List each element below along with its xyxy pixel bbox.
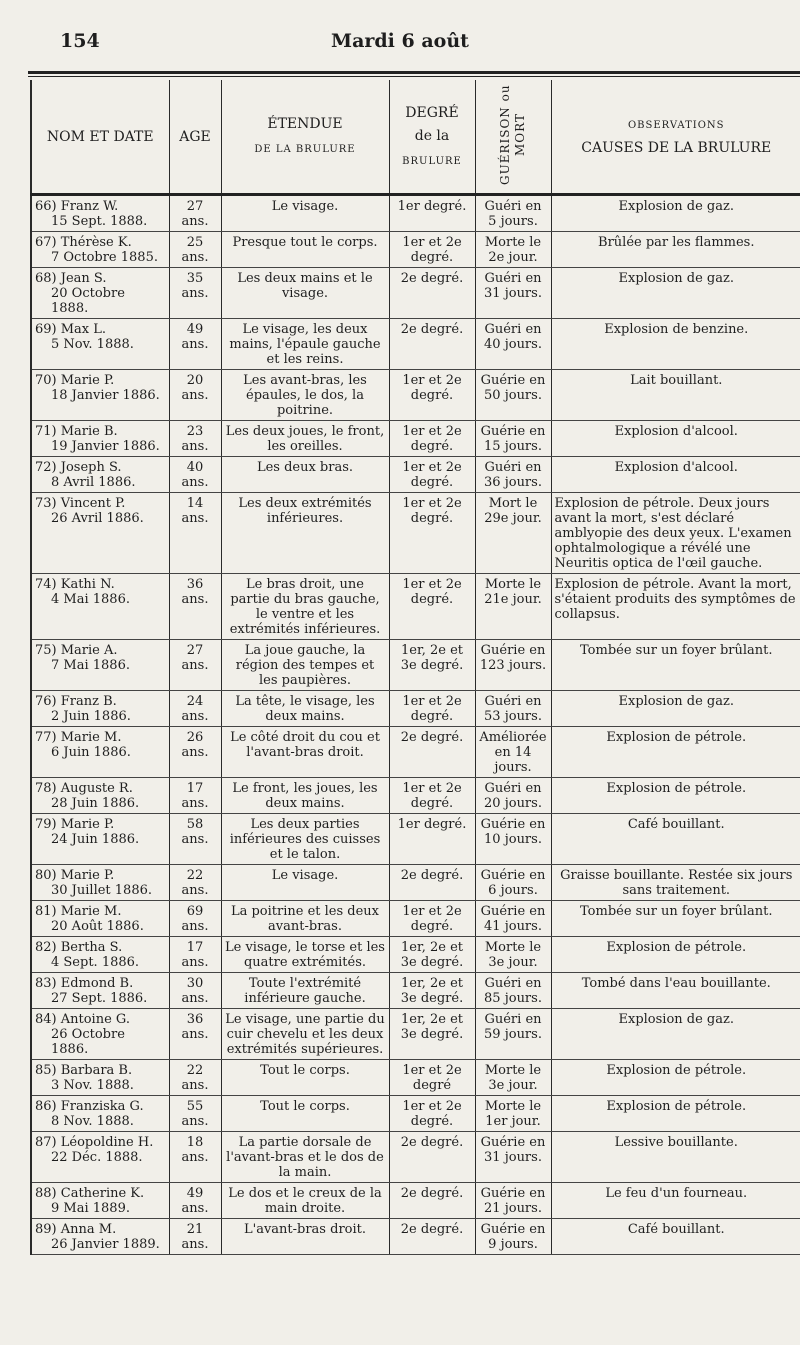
cell-result: Guéri en 59 jours.	[475, 1009, 551, 1060]
cell-extent: Les deux bras.	[221, 457, 389, 493]
top-rule	[28, 71, 800, 74]
cell-extent: Les deux parties inférieures des cuisses et le talon.	[221, 814, 389, 865]
cell-degree: 2e degré.	[389, 1132, 475, 1183]
cell-degree: 1er et 2e degré.	[389, 232, 475, 268]
cell-extent: Les avant-bras, les épaules, le dos, la poitrine.	[221, 370, 389, 421]
patient-name: 85) Barbara B.	[35, 1063, 133, 1078]
cell-result: Guérie en 10 jours.	[475, 814, 551, 865]
cell-degree: 1er degré.	[389, 814, 475, 865]
header-degree: DEGRÉ de la BRULURE	[389, 80, 475, 195]
cell-result: Guéri en 40 jours.	[475, 319, 551, 370]
cell-age: 17 ans.	[169, 778, 221, 814]
cell-cause: Explosion de gaz.	[551, 195, 800, 232]
cell-degree: 1er, 2e et 3e degré.	[389, 1009, 475, 1060]
cell-age: 21 ans.	[169, 1219, 221, 1255]
cell-cause: Explosion de pétrole. Avant la mort, s'étaient produits des symptômes de collapsus.	[551, 574, 800, 640]
admission-date: 18 Janvier 1886.	[51, 388, 160, 403]
cell-extent: Presque tout le corps.	[221, 232, 389, 268]
cell-degree: 2e degré.	[389, 865, 475, 901]
patient-name: 76) Franz B.	[35, 694, 117, 709]
cell-degree: 2e degré.	[389, 268, 475, 319]
cell-name	[31, 493, 169, 574]
cell-result: Améliorée en 14 jours.	[475, 727, 551, 778]
cell-cause: Explosion de pétrole.	[551, 937, 800, 973]
cell-degree: 1er et 2e degré.	[389, 1096, 475, 1132]
cell-degree: 1er et 2e degré.	[389, 370, 475, 421]
header-result: GUÉRISON ou MORT	[475, 80, 551, 195]
cell-result: Guérie en 31 jours.	[475, 1132, 551, 1183]
cell-name	[31, 865, 169, 901]
page-number: 154	[60, 30, 100, 52]
cell-cause: Brûlée par les flammes.	[551, 232, 800, 268]
cell-result: Guéri en 31 jours.	[475, 268, 551, 319]
cell-cause: Explosion de pétrole.	[551, 1060, 800, 1096]
cell-age: 27 ans.	[169, 195, 221, 232]
admission-date: 27 Sept. 1886.	[51, 991, 148, 1006]
cell-extent: La joue gauche, la région des tempes et les paupières.	[221, 640, 389, 691]
cell-age: 18 ans.	[169, 1132, 221, 1183]
admission-date: 24 Juin 1886.	[51, 832, 140, 847]
cell-extent: Les deux mains et le visage.	[221, 268, 389, 319]
table-row	[31, 1009, 800, 1060]
cell-name	[31, 457, 169, 493]
patient-name: 80) Marie P.	[35, 868, 115, 883]
patient-name: 69) Max L.	[35, 322, 107, 337]
table-row	[31, 901, 800, 937]
cell-age: 24 ans.	[169, 691, 221, 727]
cell-extent: Les deux extrémités inférieures.	[221, 493, 389, 574]
header-name: NOM ET DATE	[31, 80, 169, 195]
header-observations: OBSERVATIONS CAUSES DE LA BRULURE	[551, 80, 800, 195]
cell-name	[31, 421, 169, 457]
table-row	[31, 1060, 800, 1096]
cell-extent: Le bras droit, une partie du bras gauche, le ventre et les extrémités inférieures.	[221, 574, 389, 640]
cell-name	[31, 1096, 169, 1132]
cell-age: 49 ans.	[169, 319, 221, 370]
cell-degree: 1er et 2e degré	[389, 1060, 475, 1096]
cell-name	[31, 1060, 169, 1096]
cell-cause: Explosion de pétrole.	[551, 778, 800, 814]
patient-name: 74) Kathi N.	[35, 577, 115, 592]
cell-extent: La partie dorsale de l'avant-bras et le dos de la main.	[221, 1132, 389, 1183]
cell-degree: 2e degré.	[389, 727, 475, 778]
cell-result: Guéri en 53 jours.	[475, 691, 551, 727]
cell-name	[31, 1219, 169, 1255]
patient-name: 70) Marie P.	[35, 373, 115, 388]
cell-result: Guéri en 5 jours.	[475, 195, 551, 232]
cell-age: 14 ans.	[169, 493, 221, 574]
cell-age: 49 ans.	[169, 1183, 221, 1219]
patient-name: 87) Léopoldine H.	[35, 1135, 154, 1150]
patient-name: 68) Jean S.	[35, 271, 107, 286]
cell-result: Guéri en 36 jours.	[475, 457, 551, 493]
cell-result: Morte le 21e jour.	[475, 574, 551, 640]
cell-age: 20 ans.	[169, 370, 221, 421]
cell-extent: Le dos et le creux de la main droite.	[221, 1183, 389, 1219]
admission-date: 8 Avril 1886.	[51, 475, 136, 490]
cell-name	[31, 1132, 169, 1183]
patient-name: 82) Bertha S.	[35, 940, 123, 955]
table-row	[31, 727, 800, 778]
admission-date: 28 Juin 1886.	[51, 796, 140, 811]
cell-degree: 2e degré.	[389, 1219, 475, 1255]
cell-extent: Toute l'extrémité inférieure gauche.	[221, 973, 389, 1009]
cell-age: 69 ans.	[169, 901, 221, 937]
cell-name	[31, 195, 169, 232]
cell-age: 22 ans.	[169, 865, 221, 901]
cell-age: 27 ans.	[169, 640, 221, 691]
cell-degree: 1er et 2e degré.	[389, 457, 475, 493]
cell-result: Guérie en 21 jours.	[475, 1183, 551, 1219]
cell-age: 36 ans.	[169, 574, 221, 640]
cell-result: Guéri en 20 jours.	[475, 778, 551, 814]
cell-age: 23 ans.	[169, 421, 221, 457]
table-row	[31, 493, 800, 574]
table-row	[31, 421, 800, 457]
cell-age: 35 ans.	[169, 268, 221, 319]
cell-degree: 1er et 2e degré.	[389, 421, 475, 457]
cell-result: Guérie en 50 jours.	[475, 370, 551, 421]
cell-degree: 1er et 2e degré.	[389, 493, 475, 574]
admission-date: 8 Nov. 1888.	[51, 1114, 134, 1129]
cell-cause: Explosion de pétrole.	[551, 727, 800, 778]
cell-name	[31, 901, 169, 937]
admission-date: 26 Janvier 1889.	[51, 1237, 160, 1252]
cell-age: 36 ans.	[169, 1009, 221, 1060]
cell-cause: Explosion de pétrole. Deux jours avant la mort, s'est déclaré amblyopie des deux yeux. L'examen ophtalmologique a révélé une Neuritis optica de l'œil gauche.	[551, 493, 800, 574]
patient-name: 81) Marie M.	[35, 904, 122, 919]
cell-name	[31, 691, 169, 727]
cell-result: Guérie en 6 jours.	[475, 865, 551, 901]
cell-result: Morte le 2e jour.	[475, 232, 551, 268]
table-row	[31, 865, 800, 901]
cell-extent: Tout le corps.	[221, 1096, 389, 1132]
cell-name	[31, 814, 169, 865]
admission-date: 9 Mai 1889.	[51, 1201, 130, 1216]
cell-cause: Explosion de pétrole.	[551, 1096, 800, 1132]
cell-name	[31, 268, 169, 319]
burn-records-table	[30, 80, 800, 1255]
admission-date: 19 Janvier 1886.	[51, 439, 160, 454]
table-row	[31, 574, 800, 640]
cell-name	[31, 640, 169, 691]
cell-cause: Explosion de gaz.	[551, 1009, 800, 1060]
table-row	[31, 1132, 800, 1183]
cell-age: 55 ans.	[169, 1096, 221, 1132]
patient-name: 67) Thérèse K.	[35, 235, 132, 250]
cell-cause: Explosion de benzine.	[551, 319, 800, 370]
cell-result: Morte le 1er jour.	[475, 1096, 551, 1132]
cell-age: 22 ans.	[169, 1060, 221, 1096]
table-row	[31, 937, 800, 973]
patient-name: 86) Franziska G.	[35, 1099, 144, 1114]
cell-name	[31, 574, 169, 640]
table-row	[31, 640, 800, 691]
admission-date: 4 Mai 1886.	[51, 592, 130, 607]
cell-result: Guérie en 41 jours.	[475, 901, 551, 937]
cell-name	[31, 727, 169, 778]
patient-name: 88) Catherine K.	[35, 1186, 145, 1201]
cell-degree: 1er et 2e degré.	[389, 574, 475, 640]
cell-cause: Explosion de gaz.	[551, 691, 800, 727]
cell-extent: Le côté droit du cou et l'avant-bras droit.	[221, 727, 389, 778]
cell-name	[31, 973, 169, 1009]
admission-date: 7 Mai 1886.	[51, 658, 130, 673]
cell-cause: Café bouillant.	[551, 814, 800, 865]
cell-cause: Tombée sur un foyer brûlant.	[551, 640, 800, 691]
table-body	[31, 195, 800, 1255]
cell-result: Guérie en 9 jours.	[475, 1219, 551, 1255]
cell-cause: Graisse bouillante. Restée six jours sans traitement.	[551, 865, 800, 901]
cell-cause: Lessive bouillante.	[551, 1132, 800, 1183]
cell-name	[31, 319, 169, 370]
top-rule-thin	[28, 76, 800, 77]
cell-result: Guérie en 15 jours.	[475, 421, 551, 457]
admission-date: 3 Nov. 1888.	[51, 1078, 134, 1093]
cell-age: 17 ans.	[169, 937, 221, 973]
cell-degree: 1er et 2e degré.	[389, 778, 475, 814]
patient-name: 73) Vincent P.	[35, 496, 126, 511]
cell-extent: Le visage.	[221, 865, 389, 901]
cell-age: 58 ans.	[169, 814, 221, 865]
table-row	[31, 973, 800, 1009]
cell-extent: Le visage, les deux mains, l'épaule gauche et les reins.	[221, 319, 389, 370]
admission-date: 5 Nov. 1888.	[51, 337, 134, 352]
admission-date: 7 Octobre 1885.	[51, 250, 158, 265]
table-row	[31, 370, 800, 421]
admission-date: 2 Juin 1886.	[51, 709, 131, 724]
cell-extent: Le visage, une partie du cuir chevelu et les deux extrémités supérieures.	[221, 1009, 389, 1060]
admission-date: 6 Juin 1886.	[51, 745, 131, 760]
cell-extent: Tout le corps.	[221, 1060, 389, 1096]
cell-cause: Café bouillant.	[551, 1219, 800, 1255]
table-row	[31, 195, 800, 232]
cell-cause: Explosion d'alcool.	[551, 457, 800, 493]
cell-cause: Explosion d'alcool.	[551, 421, 800, 457]
cell-extent: L'avant-bras droit.	[221, 1219, 389, 1255]
cell-cause: Tombée sur un foyer brûlant.	[551, 901, 800, 937]
admission-date: 20 Octobre 1888.	[51, 286, 125, 316]
table-header-row	[31, 80, 800, 195]
cell-result: Morte le 3e jour.	[475, 1060, 551, 1096]
cell-degree: 1er, 2e et 3e degré.	[389, 640, 475, 691]
table-row	[31, 457, 800, 493]
cell-degree: 1er et 2e degré.	[389, 901, 475, 937]
cell-extent: Le visage.	[221, 195, 389, 232]
cell-extent: Le visage, le torse et les quatre extrémités.	[221, 937, 389, 973]
cell-degree: 1er et 2e degré.	[389, 691, 475, 727]
header-extent: ÉTENDUE DE LA BRULURE	[221, 80, 389, 195]
cell-result: Mort le 29e jour.	[475, 493, 551, 574]
page-title: Mardi 6 août	[331, 30, 469, 52]
cell-degree: 2e degré.	[389, 319, 475, 370]
patient-name: 78) Auguste R.	[35, 781, 133, 796]
patient-name: 66) Franz W.	[35, 199, 119, 214]
patient-name: 89) Anna M.	[35, 1222, 117, 1237]
cell-age: 25 ans.	[169, 232, 221, 268]
table-row	[31, 814, 800, 865]
table-row	[31, 232, 800, 268]
cell-extent: La poitrine et les deux avant-bras.	[221, 901, 389, 937]
cell-cause: Tombé dans l'eau bouillante.	[551, 973, 800, 1009]
cell-name	[31, 778, 169, 814]
table-row	[31, 1096, 800, 1132]
patient-name: 75) Marie A.	[35, 643, 118, 658]
patient-name: 84) Antoine G.	[35, 1012, 130, 1027]
cell-cause: Explosion de gaz.	[551, 268, 800, 319]
table-row	[31, 778, 800, 814]
patient-name: 77) Marie M.	[35, 730, 122, 745]
patient-name: 71) Marie B.	[35, 424, 118, 439]
page-header	[0, 30, 800, 54]
cell-age: 30 ans.	[169, 973, 221, 1009]
cell-result: Morte le 3e jour.	[475, 937, 551, 973]
cell-age: 26 ans.	[169, 727, 221, 778]
header-age: AGE	[169, 80, 221, 195]
cell-result: Guéri en 85 jours.	[475, 973, 551, 1009]
cell-cause: Lait bouillant.	[551, 370, 800, 421]
admission-date: 20 Août 1886.	[51, 919, 144, 934]
admission-date: 26 Avril 1886.	[51, 511, 144, 526]
cell-name	[31, 1009, 169, 1060]
cell-extent: Le front, les joues, les deux mains.	[221, 778, 389, 814]
cell-degree: 2e degré.	[389, 1183, 475, 1219]
admission-date: 26 Octobre 1886.	[51, 1027, 125, 1057]
cell-name	[31, 937, 169, 973]
table-row	[31, 268, 800, 319]
cell-extent: La tête, le visage, les deux mains.	[221, 691, 389, 727]
table-row	[31, 1183, 800, 1219]
cell-extent: Les deux joues, le front, les oreilles.	[221, 421, 389, 457]
cell-result: Guérie en 123 jours.	[475, 640, 551, 691]
admission-date: 22 Déc. 1888.	[51, 1150, 143, 1165]
table-row	[31, 1219, 800, 1255]
patient-name: 72) Joseph S.	[35, 460, 122, 475]
patient-name: 79) Marie P.	[35, 817, 115, 832]
cell-age: 40 ans.	[169, 457, 221, 493]
cell-cause: Le feu d'un fourneau.	[551, 1183, 800, 1219]
table-row	[31, 319, 800, 370]
cell-name	[31, 370, 169, 421]
cell-degree: 1er degré.	[389, 195, 475, 232]
cell-name	[31, 1183, 169, 1219]
cell-name	[31, 232, 169, 268]
cell-degree: 1er, 2e et 3e degré.	[389, 937, 475, 973]
admission-date: 15 Sept. 1888.	[51, 214, 148, 229]
patient-name: 83) Edmond B.	[35, 976, 134, 991]
admission-date: 30 Juillet 1886.	[51, 883, 152, 898]
cell-degree: 1er, 2e et 3e degré.	[389, 973, 475, 1009]
admission-date: 4 Sept. 1886.	[51, 955, 140, 970]
table-row	[31, 691, 800, 727]
